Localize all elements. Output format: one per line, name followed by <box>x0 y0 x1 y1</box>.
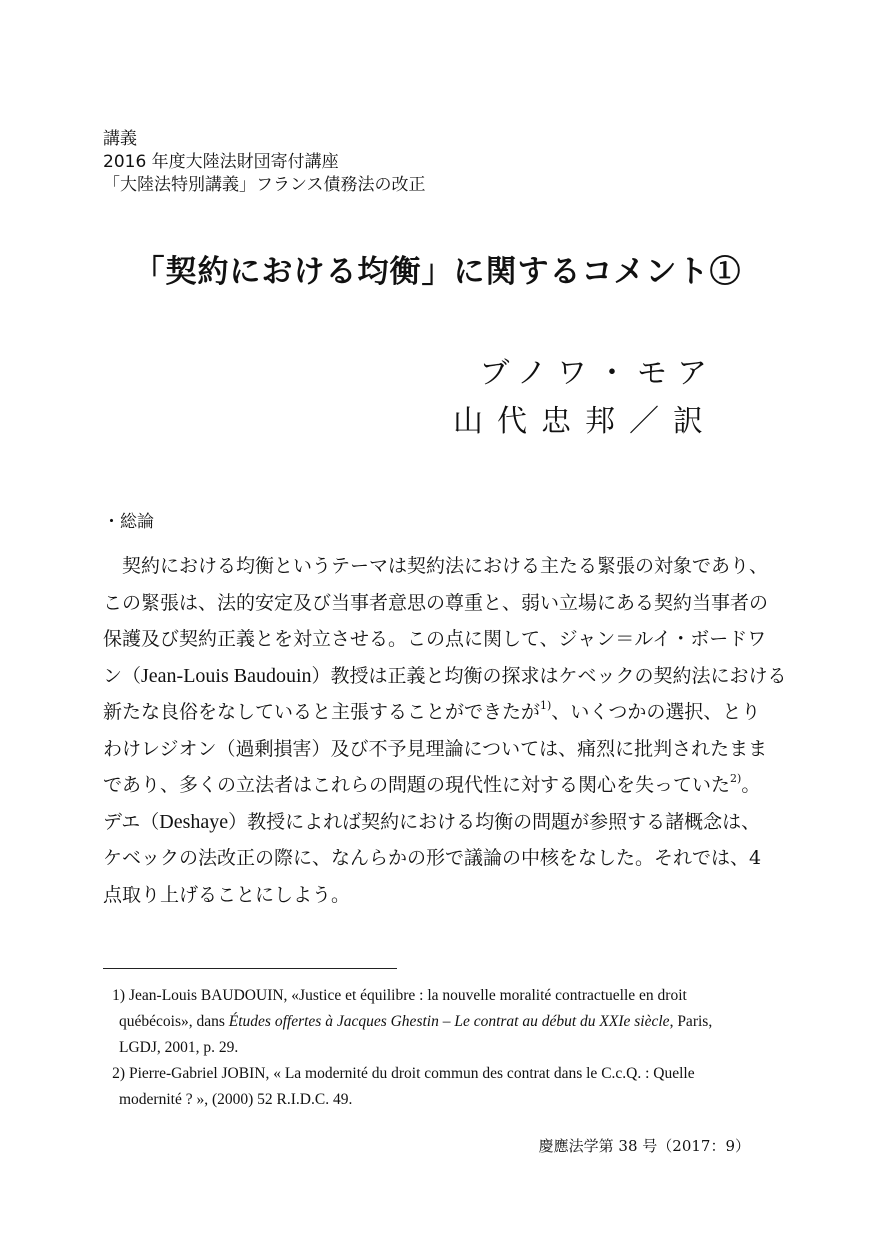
body-text: 、いくつかの選択、とり <box>551 701 761 723</box>
body-line <box>103 548 773 585</box>
body-text: ）教授は正義と均衡の探求はケベックの契約法における <box>311 664 787 687</box>
footnote-text: , Paris, <box>669 1013 713 1030</box>
footnote-line: LGDJ, 2001, p. 29. <box>119 1039 239 1056</box>
body-paragraph <box>103 548 787 913</box>
footnote-text: québécois», dans <box>119 1013 229 1030</box>
body-line: わけレジオン（過剰損害）及び不予見理論については、痛烈に批判されたまま <box>103 737 768 760</box>
footnote-number: 2) <box>112 1065 125 1082</box>
body-line <box>103 658 787 695</box>
footnote-1 <box>103 983 775 1061</box>
footnote-text: Pierre-Gabriel JOBIN, « La modernité du droit commun des contrat dans le C.c.Q. : Quelle <box>129 1065 695 1082</box>
book-title: Études offertes à Jacques Ghestin – Le contrat au début du XXIe siècle <box>228 1013 670 1030</box>
body-line: 点取り上げることにしよう。 <box>103 883 351 906</box>
body-line <box>103 804 773 841</box>
body-text: 新たな良俗をなしていると主張することができたが <box>103 701 541 723</box>
body-line: ケベックの法改正の際に、なんらかの形で議論の中核をなした。それでは、4 <box>103 847 762 869</box>
footnote-number: 1) <box>112 987 125 1004</box>
footnote-divider <box>103 968 397 969</box>
person-name: Jean-Louis Baudouin <box>141 664 312 687</box>
body-text: ）教授によれば契約における均衡の問題が参照する諸概念は、 <box>228 810 761 833</box>
body-line <box>103 694 773 731</box>
body-line: 保護及び契約正義とを対立させる。この点に関して、ジャン＝ルイ・ボードワ <box>103 628 767 650</box>
person-name: Deshaye <box>159 810 229 833</box>
body-text: デエ（ <box>103 810 160 833</box>
body-line <box>103 767 773 804</box>
footnote-ref: 2) <box>730 772 742 785</box>
footnote-line <box>103 1009 775 1035</box>
body-text: 契約における均衡というテーマは契約法における主たる緊張の対象であり、 <box>122 555 769 577</box>
header-course: 2016 年度大陸法財団寄付講座 <box>103 152 339 172</box>
header-series: 「大陸法特別講義」フランス債務法の改正 <box>103 175 426 195</box>
journal-footer: 慶應法学第 38 号（2017：9） <box>538 1137 750 1155</box>
author-name: ブノワ・モア <box>479 356 717 391</box>
page-title: 「契約における均衡」に関するコメント① <box>133 254 742 290</box>
footnote-2 <box>103 1061 775 1113</box>
body-text: であり、多くの立法者はこれらの問題の現代性に対する関心を失っていた <box>103 774 731 796</box>
body-line: この緊張は、法的安定及び当事者意思の尊重と、弱い立場にある契約当事者の <box>103 591 769 614</box>
body-text: 。 <box>741 774 761 796</box>
footnote-ref: 1) <box>540 699 552 712</box>
section-heading: ・総論 <box>103 512 154 532</box>
body-text: ン（ <box>103 664 142 687</box>
translator-name: 山代忠邦／訳 <box>453 404 717 439</box>
footnote-text: Jean-Louis BAUDOUIN, «Justice et équilibre : la nouvelle moralité contractuelle en droit <box>129 987 687 1004</box>
footnote-line: modernité ? », (2000) 52 R.I.D.C. 49. <box>119 1091 353 1108</box>
header-category: 講義 <box>103 129 137 149</box>
